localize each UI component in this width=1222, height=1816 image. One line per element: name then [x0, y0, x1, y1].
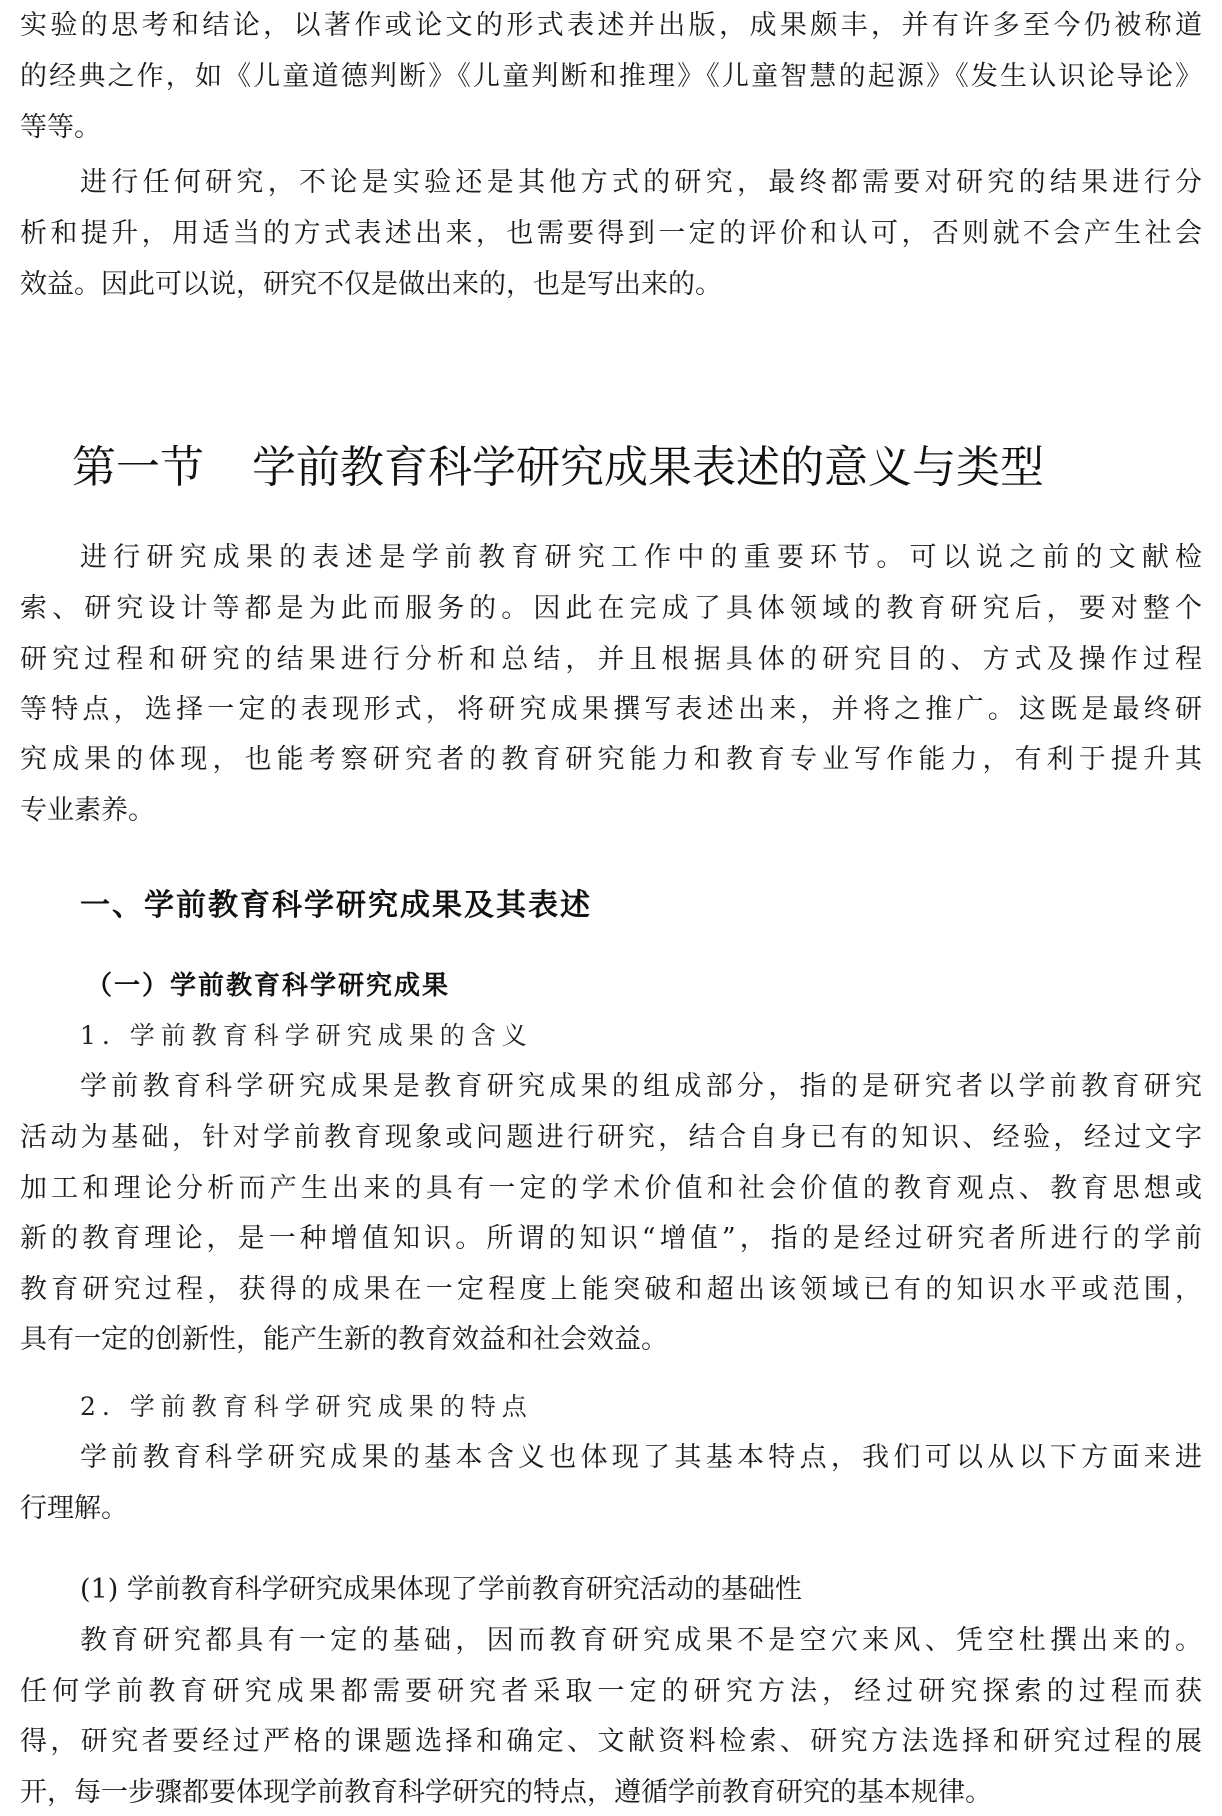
heading-level-4: (1) 学前教育科学研究成果体现了学前教育研究活动的基础性 [80, 1574, 802, 1605]
text-line: 开，每一步骤都要体现学前教育科学研究的特点，遵循学前教育研究的基本规律。 [20, 1777, 992, 1808]
text-line: 加工和理论分析而产生出来的具有一定的学术价值和社会价值的教育观点、教育思想或 [20, 1173, 1202, 1204]
text-line: 新的教育理论，是一种增值知识。所谓的知识“增值”，指的是经过研究者所进行的学前 [20, 1223, 1202, 1254]
text-line: 索、研究设计等都是为此而服务的。因此在完成了具体领域的教育研究后，要对整个 [20, 593, 1202, 624]
heading-level-3: 2. 学前教育科学研究成果的特点 [80, 1392, 533, 1421]
text-line: 析和提升，用适当的方式表述出来，也需要得到一定的评价和认可，否则就不会产生社会 [20, 218, 1202, 249]
section-title-text: 学前教育科学研究成果表述的意义与类型 [252, 442, 1044, 493]
text-line: 学前教育科学研究成果的基本含义也体现了其基本特点，我们可以从以下方面来进 [80, 1442, 1202, 1473]
text-line: 教育研究过程，获得的成果在一定程度上能突破和超出该领域已有的知识水平或范围， [20, 1274, 1202, 1305]
text-line: 行理解。 [20, 1493, 128, 1524]
text-line: 活动为基础，针对学前教育现象或问题进行研究，结合自身已有的知识、经验，经过文字 [20, 1122, 1202, 1153]
text-line: 教育研究都具有一定的基础，因而教育研究成果不是空穴来风、凭空杜撰出来的。 [80, 1625, 1202, 1656]
text-line: 专业素养。 [20, 795, 155, 826]
text-line: 等等。 [20, 112, 101, 143]
text-line: 的经典之作，如《儿童道德判断》《儿童判断和推理》《儿童智慧的起源》《发生认识论导论》 [20, 61, 1202, 92]
text-line: 具有一定的创新性，能产生新的教育效益和社会效益。 [20, 1324, 668, 1355]
heading-level-3: 1. 学前教育科学研究成果的含义 [80, 1021, 533, 1050]
text-line: 得，研究者要经过严格的课题选择和确定、文献资料检索、研究方法选择和研究过程的展 [20, 1726, 1202, 1757]
text-line: 学前教育科学研究成果是教育研究成果的组成部分，指的是研究者以学前教育研究 [80, 1071, 1202, 1102]
text-line: 研究过程和研究的结果进行分析和总结，并且根据具体的研究目的、方式及操作过程 [20, 644, 1202, 675]
text-line: 效益。因此可以说，研究不仅是做出来的，也是写出来的。 [20, 269, 722, 300]
text-line: 进行研究成果的表述是学前教育研究工作中的重要环节。可以说之前的文献检 [80, 542, 1202, 573]
text-line: 任何学前教育研究成果都需要研究者采取一定的研究方法，经过研究探索的过程而获 [20, 1676, 1202, 1707]
text-line: 究成果的体现，也能考察研究者的教育研究能力和教育专业写作能力，有利于提升其 [20, 744, 1202, 775]
section-number: 第一节 [72, 442, 204, 493]
text-line: 进行任何研究，不论是实验还是其他方式的研究，最终都需要对研究的结果进行分 [80, 167, 1202, 198]
section-title [72, 440, 1172, 496]
text-line: 等特点，选择一定的表现形式，将研究成果撰写表述出来，并将之推广。这既是最终研 [20, 694, 1202, 725]
text-line: 实验的思考和结论，以著作或论文的形式表述并出版，成果颇丰，并有许多至今仍被称道 [20, 10, 1202, 41]
heading-level-1: 一、学前教育科学研究成果及其表述 [80, 888, 592, 923]
heading-level-2: （一）学前教育科学研究成果 [86, 971, 451, 1001]
